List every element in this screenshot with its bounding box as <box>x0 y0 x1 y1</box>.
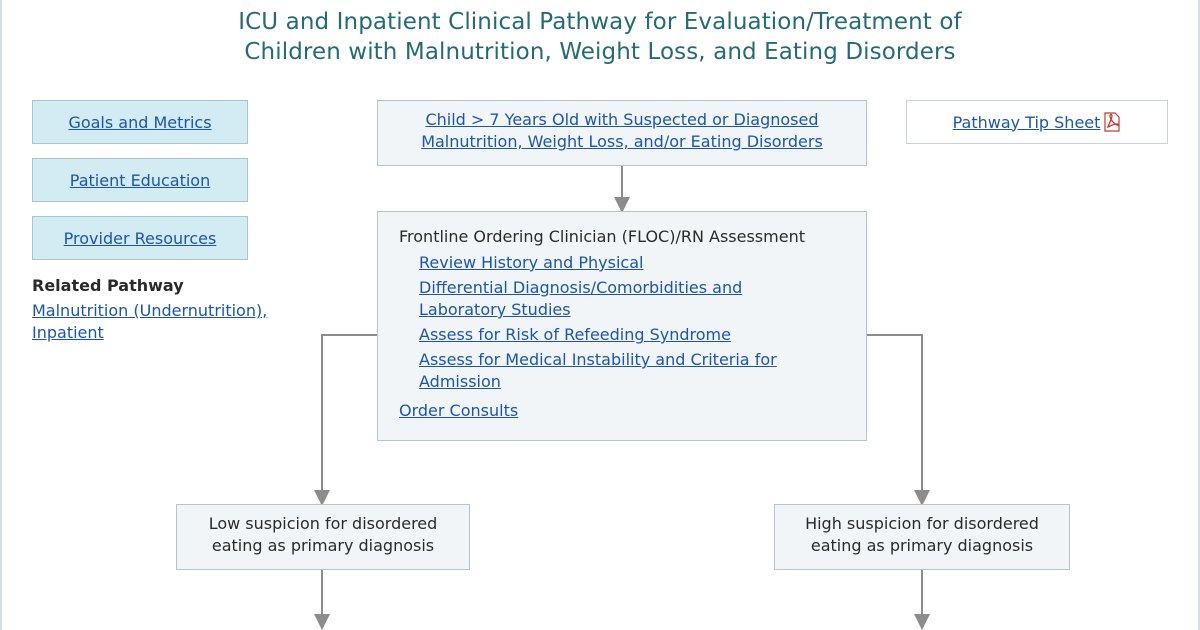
assessment-heading: Frontline Ordering Clinician (FLOC)/RN Assessment <box>399 227 805 246</box>
arrow-assessment-to-low <box>322 335 378 498</box>
page-title-line2: Children with Malnutrition, Weight Loss, and Eating Disorders <box>244 39 956 65</box>
related-pathway-heading: Related Pathway <box>32 276 184 295</box>
goals-metrics-button[interactable] <box>32 100 248 144</box>
page-title-line1: ICU and Inpatient Clinical Pathway for Evaluation/Treatment of <box>238 9 962 35</box>
tip-sheet-link[interactable]: Pathway Tip Sheet <box>952 112 1101 132</box>
high-suspicion-line1: High suspicion for disordered <box>805 514 1039 533</box>
low-suspicion-line1: Low suspicion for disordered <box>208 514 438 533</box>
assessment-node <box>377 211 867 441</box>
differential-diagnosis-link[interactable]: Differential Diagnosis/Comorbidities and Laboratory Studies <box>419 278 743 319</box>
start-node-line1[interactable]: Child > 7 Years Old with Suspected or Diagnosed <box>425 110 819 129</box>
related-pathway-link-container[interactable] <box>32 300 302 344</box>
goals-metrics-link[interactable]: Goals and Metrics <box>68 112 212 132</box>
medical-instability-link[interactable]: Assess for Medical Instability and Criteria for Admission <box>419 350 777 391</box>
assessment-list <box>419 252 799 396</box>
tip-sheet-box[interactable] <box>906 100 1168 144</box>
related-pathway-link[interactable]: Malnutrition (Undernutrition), Inpatient <box>32 301 268 342</box>
start-node[interactable] <box>377 100 867 166</box>
order-consults-link[interactable]: Order Consults <box>399 401 519 420</box>
high-suspicion-node[interactable] <box>774 504 1070 570</box>
patient-education-link[interactable]: Patient Education <box>69 170 211 190</box>
pdf-icon[interactable] <box>1103 112 1121 132</box>
arrow-assessment-to-high <box>866 335 922 498</box>
provider-resources-button[interactable] <box>32 216 248 260</box>
high-suspicion-line2: eating as primary diagnosis <box>810 536 1034 555</box>
refeeding-risk-link[interactable]: Assess for Risk of Refeeding Syndrome <box>419 325 731 344</box>
provider-resources-link[interactable]: Provider Resources <box>63 228 217 248</box>
patient-education-button[interactable] <box>32 158 248 202</box>
low-suspicion-node[interactable] <box>176 504 470 570</box>
low-suspicion-line2: eating as primary diagnosis <box>211 536 435 555</box>
start-node-line2[interactable]: Malnutrition, Weight Loss, and/or Eating Disorders <box>421 132 823 151</box>
review-history-link[interactable]: Review History and Physical <box>419 253 644 272</box>
